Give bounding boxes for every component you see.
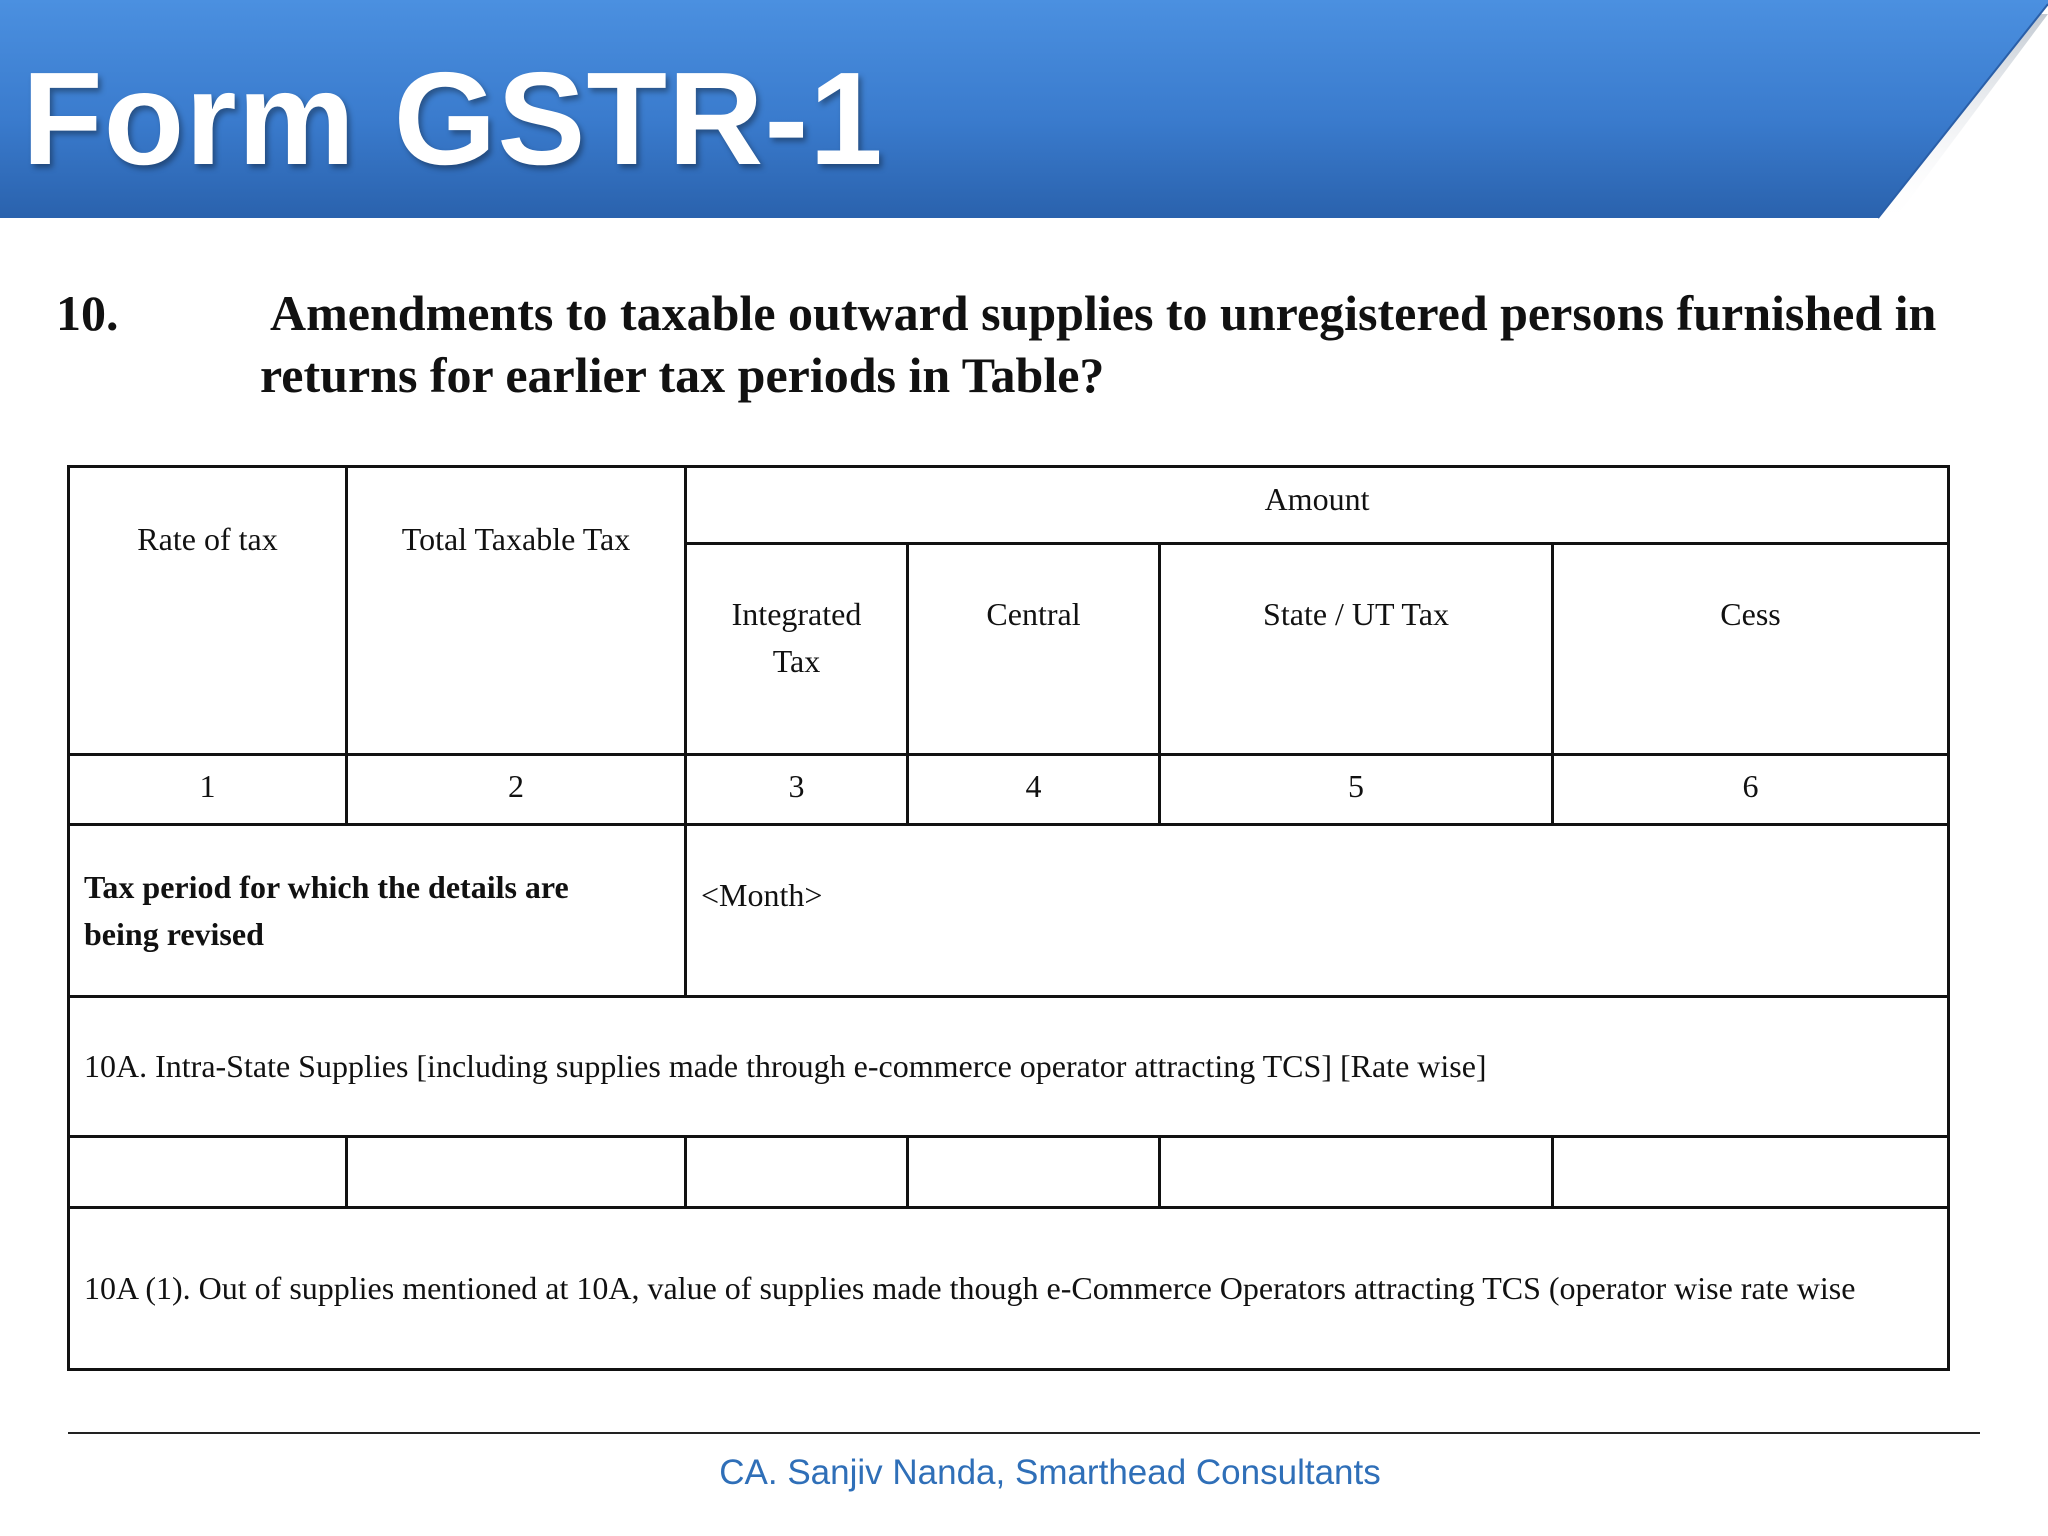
blank-cell: [347, 1137, 686, 1208]
column-number: 3: [686, 755, 908, 825]
footer-divider: [68, 1432, 1980, 1434]
tax-period-value: <Month>: [686, 825, 1949, 997]
page-title: Form GSTR-1: [22, 45, 884, 192]
tax-period-label-text: Tax period for which the details are being revised: [84, 868, 569, 952]
question-number: 10.: [56, 285, 119, 341]
blank-cell: [686, 1137, 908, 1208]
column-number: 6: [1553, 755, 1949, 825]
question-text: Amendments to taxable outward supplies to unregistered persons furnished in returns for earlier tax periods in Table?: [260, 285, 1937, 403]
blank-cell: [908, 1137, 1160, 1208]
blank-cell: [1553, 1137, 1949, 1208]
blank-entry-row: [69, 1137, 1949, 1208]
column-number: 4: [908, 755, 1160, 825]
section-10a1-row: [69, 1208, 1949, 1370]
section-10a1-label: 10A (1). Out of supplies mentioned at 10A, value of supplies made though e-Commerce Operators attracting TCS (operator wise rate wise: [69, 1208, 1949, 1370]
header-total-taxable: Total Taxable Tax: [347, 467, 686, 755]
header-cess: Cess: [1553, 544, 1949, 755]
gstr1-table-10: [67, 465, 1950, 1371]
header-state-ut-tax: State / UT Tax: [1160, 544, 1553, 755]
column-number: 1: [69, 755, 347, 825]
tax-period-row: [69, 825, 1949, 997]
blank-cell: [1160, 1137, 1553, 1208]
section-10a-label: 10A. Intra-State Supplies [including supplies made through e-commerce operator attracting TCS] [Rate wise]: [69, 997, 1949, 1137]
column-number: 5: [1160, 755, 1553, 825]
footer-credit: CA. Sanjiv Nanda, Smarthead Consultants: [719, 1453, 1381, 1492]
column-number: 2: [347, 755, 686, 825]
column-number-row: [69, 755, 1949, 825]
blank-cell: [69, 1137, 347, 1208]
tax-period-label: [69, 825, 686, 997]
header-integrated-tax: Integrated Tax: [686, 544, 908, 755]
header-rate-of-tax: Rate of tax: [69, 467, 347, 755]
header-row: [69, 467, 1949, 544]
header-amount: Amount: [686, 467, 1949, 544]
section-10a-row: [69, 997, 1949, 1137]
header-central: Central: [908, 544, 1160, 755]
